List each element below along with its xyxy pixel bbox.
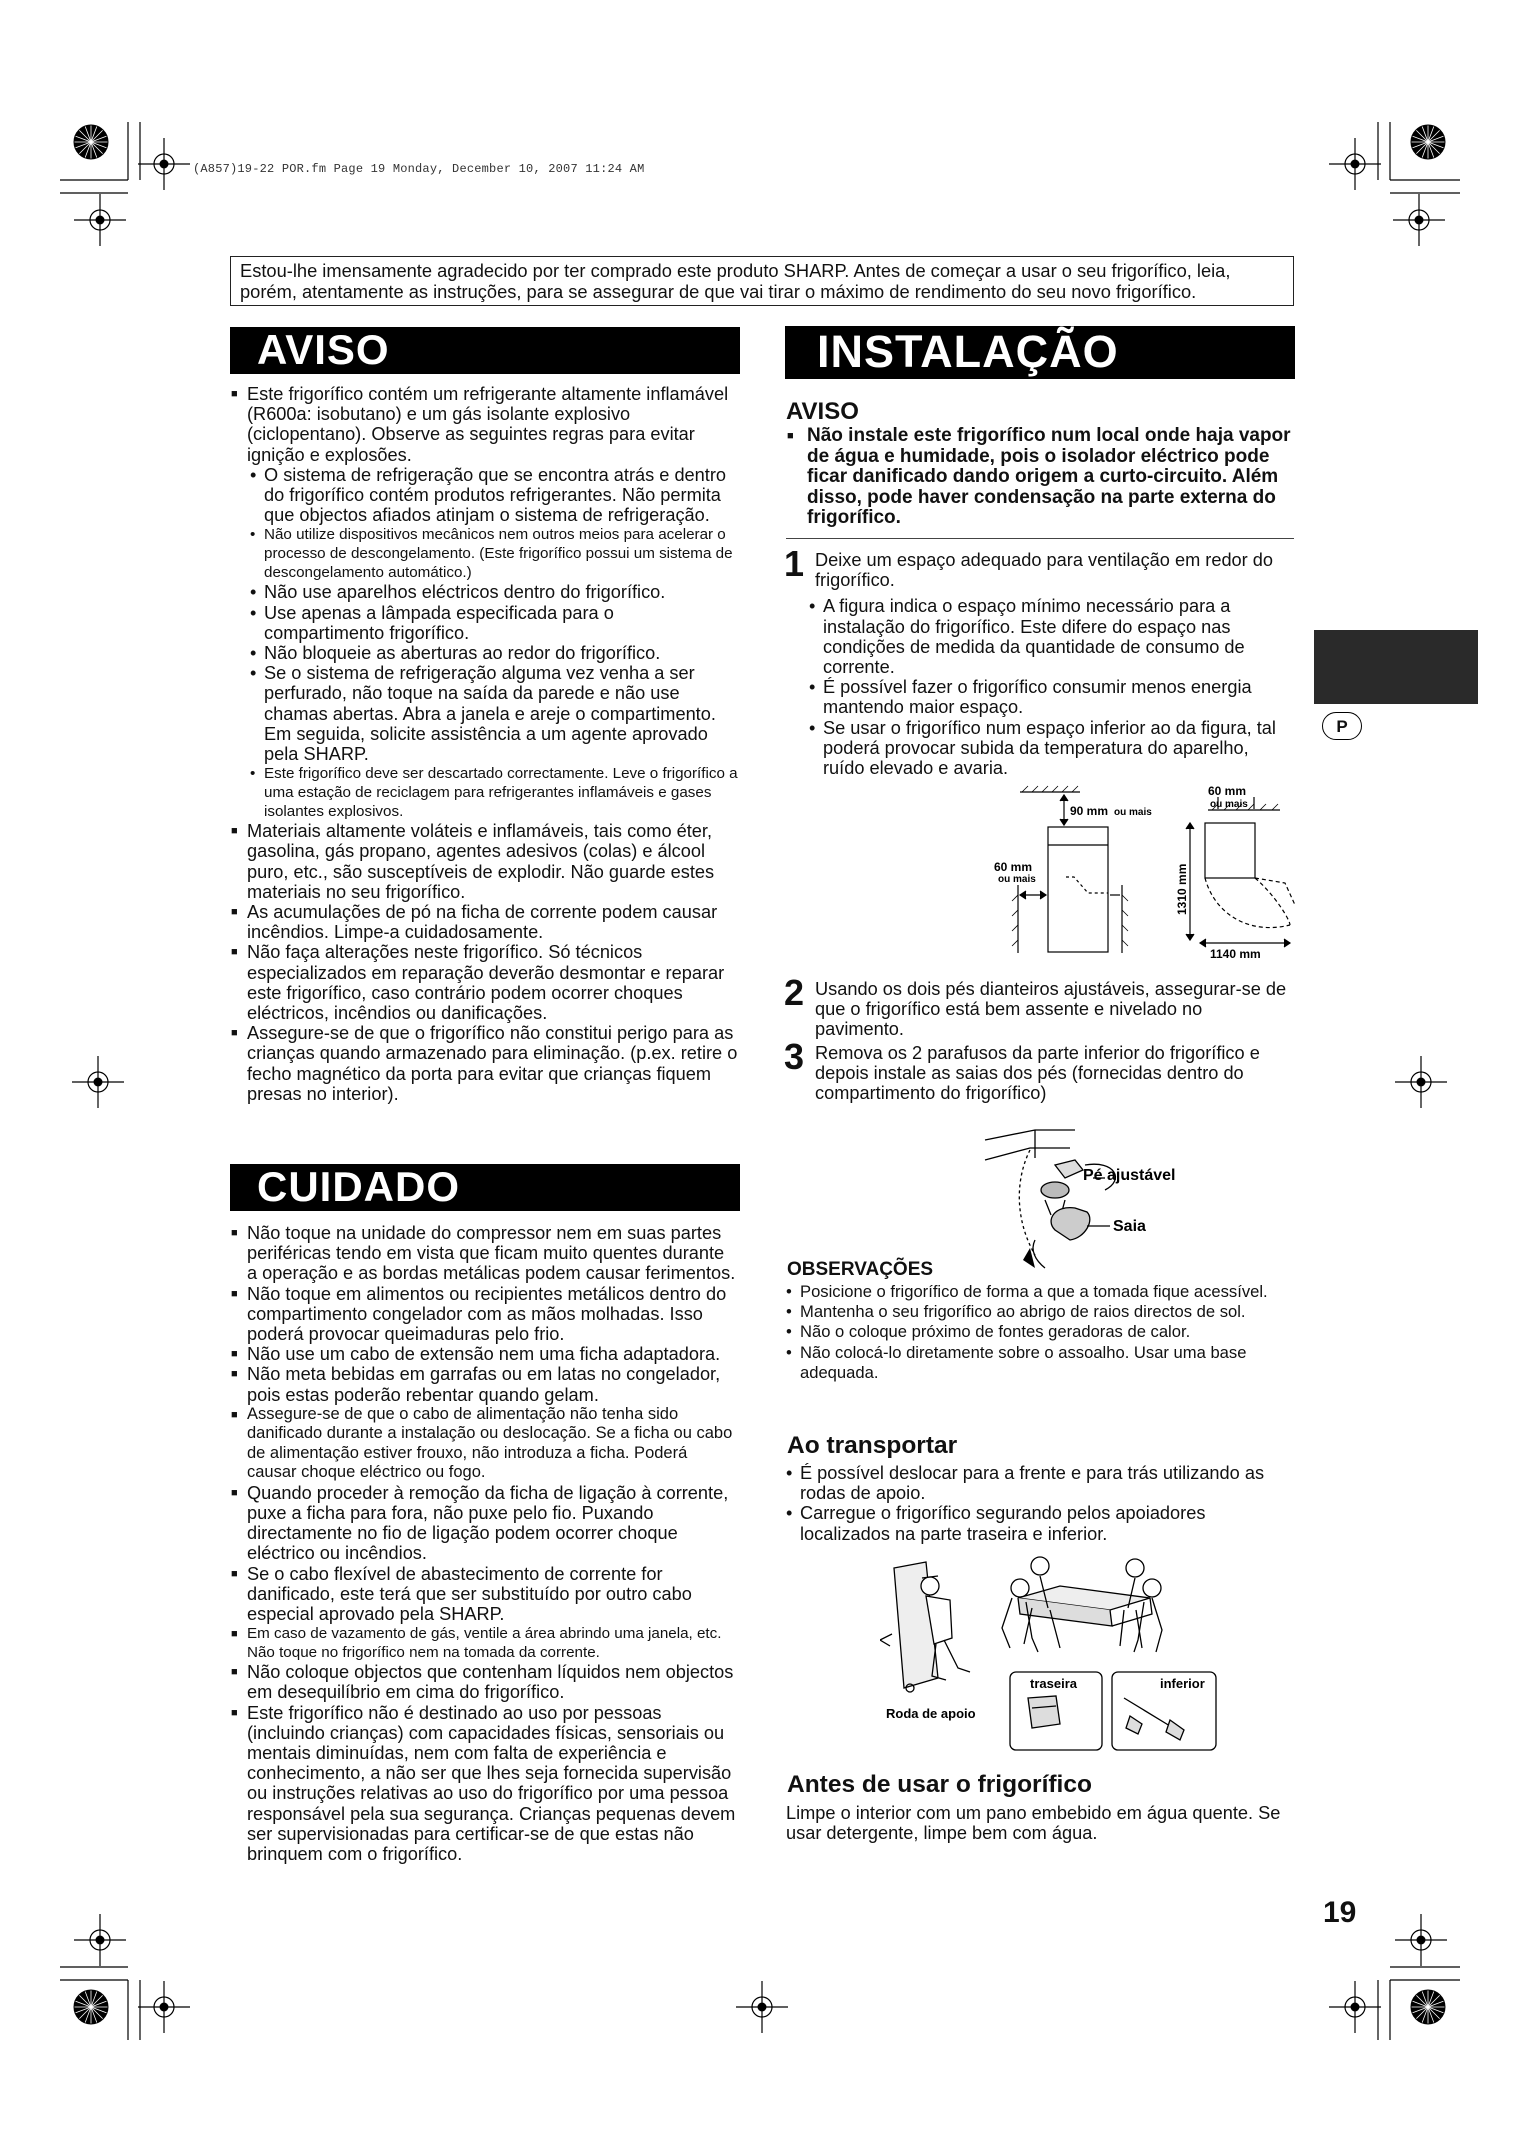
right-clearance-label: 60 mm — [1208, 785, 1247, 798]
list-item: Posicione o frigorífico de forma a que a tomada fique acessível. — [800, 1282, 1268, 1301]
skirt-label: Saia — [1113, 1218, 1146, 1235]
rear-label: traseira — [1030, 1676, 1077, 1691]
list-item: Este frigorífico não é destinado ao uso por pessoas (incluindo crianças) com capacidades físicas, sensoriais ou mentais diminuídas, nem com falta de experiência e conhecimento, a não ser que lhes seja fornecida supervisão ou instruções relativas ao uso do frigorífico por uma pessoa responsável pela sua segurança. Crianças pequenas devem ser supervisionadas para certificar-se de que estas não brinquem com o frigorífico. — [247, 1702, 736, 1865]
bottom-label: inferior — [1160, 1676, 1205, 1691]
list-item: Não toque em alimentos ou recipientes metálicos dentro do compartimento congelador com as mãos molhadas. Isso poderá provocar queimaduras pelo frio. — [247, 1283, 727, 1345]
list-item: Não bloqueie as aberturas ao redor do frigorífico. — [264, 643, 661, 664]
step-text: Usando os dois pés dianteiros ajustáveis, assegurar-se de que o frigorífico está bem assente e nivelado no pavimento. — [815, 979, 1287, 1040]
language-tab — [1314, 630, 1478, 704]
list-item: Materiais altamente voláteis e inflamáveis, tais como éter, gasolina, gás propano, agentes adesivos (colas) e álcool puro, etc., são susceptíveis de explodir. Não guarde estes materiais no seu frigorífico. — [247, 821, 715, 902]
depth-label: 1140 mm — [1210, 947, 1261, 961]
list-item: Não toque na unidade do compressor nem em suas partes periféricas tendo em vista que ficam muito quentes durante a operação e as bordas metálicas podem causar ferimentos. — [247, 1223, 736, 1284]
adjustable-foot-label: Pé ajustável — [1083, 1167, 1176, 1184]
step-number: 1 — [784, 543, 805, 584]
step-text: Deixe um espaço adequado para ventilação em redor do frigorífico. — [815, 550, 1274, 591]
before-use-text: Limpe o interior com um pano embebido em água quente. Se usar detergente, limpe bem com água. — [786, 1803, 1281, 1844]
page-number: 19 — [1323, 1896, 1357, 1929]
list-item: Não colocá-lo diretamente sobre o assoalho. Usar uma base adequada. — [800, 1342, 1247, 1382]
intro-box: Estou-lhe imensamente agradecido por ter comprado este produto SHARP. Antes de começar a usar o seu frigorífico, leia, porém, atentamente as instruções, para se assegurar de que vai tirar o máximo de rendimento do seu novo frigorífico. — [230, 256, 1294, 306]
list-item: A figura indica o espaço mínimo necessário para a instalação do frigorífico. Este difere do espaço nas condições de medida da quantidade de consumo de corrente. — [823, 596, 1245, 678]
step-number: 3 — [784, 1036, 805, 1077]
aviso-title: AVISO — [257, 326, 390, 373]
list-item: Este frigorífico contém um refrigerante altamente inflamável (R600a: isobutano) e um gás isolante explosivo (ciclopentano). Observe as seguintes regras para evitar ignição e explosões. — [247, 384, 729, 465]
list-item: Não use um cabo de extensão nem uma ficha adaptadora. — [247, 1344, 721, 1365]
list-item: Quando proceder à remoção da ficha de ligação à corrente, puxe a ficha para fora, não puxe pelo fio. Puxando directamente no fio de ligação podem ocorrer choque eléctrico ou incêndios. — [247, 1482, 729, 1564]
observations-list: • Posicione o frigorífico de forma a que a tomada fique acessível. • Mantenha o seu frigorífico ao abrigo de raios directos de sol. • Não o coloque próximo de fontes geradoras de calor. • Não colocá-lo diretamente sobre o assoalho. Usar uma base adequada. — [786, 1282, 1296, 1383]
cuidado-title: CUIDADO — [257, 1163, 460, 1210]
list-item: Mantenha o seu frigorífico ao abrigo de raios directos de sol. — [800, 1302, 1246, 1322]
cuidado-banner — [230, 1164, 740, 1211]
aviso-banner — [230, 327, 740, 374]
instalacao-banner — [785, 326, 1295, 379]
side-clearance-label: 60 mm — [994, 860, 1033, 874]
install-aviso: ■ Não instale este frigorífico num local onde haja vapor de água e humidade, pois o isolador eléctrico pode ficar danificado dando origem a curto-circuito. Além disso, pode haver condensação na parte externa do frigorífico. — [786, 426, 1294, 529]
list-item: O sistema de refrigeração que se encontra atrás e dentro do frigorífico contém produtos refrigerantes. Não permita que objectos afiados atinjam o sistema de refrigeração. — [264, 464, 727, 526]
list-item: Não coloque objectos que contenham líquidos nem objectos em desequilíbrio em cima do frigorífico. — [247, 1662, 734, 1703]
step-2 — [784, 972, 1294, 1040]
file-header: (A857)19-22 POR.fm Page 19 Monday, December 10, 2007 11:24 AM — [193, 162, 645, 176]
list-item: Este frigorífico deve ser descartado correctamente. Leve o frigorífico a uma estação de reciclagem para refrigerantes inflamáveis e gases isolantes explosivos. — [264, 765, 738, 821]
list-item: As acumulações de pó na ficha de corrente podem causar incêndios. Limpe-a cuidadosamente. — [247, 902, 718, 943]
list-item: Se usar o frigorífico num espaço inferior ao da figura, tal poderá provocar subida da temperatura do aparelho, ruído elevado e avaria. — [823, 717, 1276, 779]
right-clearance-ou: ou mais — [1210, 799, 1248, 810]
instalacao-title: INSTALAÇÃO — [817, 326, 1119, 377]
top-clearance-ou: ou mais — [1114, 807, 1152, 818]
list-item: Não faça alterações neste frigorífico. Só técnicos especializados em reparação deverão desmontar e reparar este frigorífico, caso contrário podem ocorrer choques eléctricos, incêndios ou danificações. — [247, 942, 725, 1024]
foot-diagram — [975, 1120, 1205, 1270]
divider — [786, 538, 1294, 539]
observations-title: OBSERVAÇÕES — [787, 1259, 934, 1280]
list-item: Não utilize dispositivos mecânicos nem outros meios para acelerar o processo de descongelamento. (Este frigorífico possui um sistema de descongelamento automático.) — [264, 526, 733, 582]
list-item: Assegure-se de que o frigorífico não constitui perigo para as crianças quando armazenado para eliminação. (p.ex. retire o fecho magnético da porta para evitar que crianças fiquem presas no interior). — [247, 1023, 738, 1104]
list-item: Carregue o frigorífico segurando pelos apoiadores localizados na parte traseira e inferior. — [800, 1503, 1206, 1544]
language-badge: P — [1322, 712, 1362, 740]
list-item: Use apenas a lâmpada especificada para o compartimento frigorífico. — [264, 602, 614, 643]
support-wheel-label: Roda de apoio — [886, 1706, 976, 1721]
transport-title: Ao transportar — [787, 1432, 958, 1459]
side-clearance-ou: ou mais — [998, 874, 1036, 885]
list-item: Não meta bebidas em garrafas ou em latas no congelador, pois estas poderão rebentar quando gelam. — [247, 1364, 721, 1405]
list-item: É possível deslocar para a frente e para trás utilizando as rodas de apoio. — [800, 1463, 1265, 1504]
height-label: 1310 mm — [1175, 863, 1189, 915]
step-number: 2 — [784, 972, 805, 1013]
list-item: Não o coloque próximo de fontes geradoras de calor. — [800, 1322, 1191, 1342]
list-item: Em caso de vazamento de gás, ventile a área abrindo uma janela, etc. Não toque no frigorífico nem na tomada da corrente. — [247, 1625, 722, 1662]
list-item: Se o sistema de refrigeração alguma vez venha a ser perfurado, não toque na saída da parede e não use chamas abertas. Abra a janela e areje o compartimento. Em seguida, solicite assistência a um agente aprovado pela SHARP. — [264, 663, 716, 765]
aviso-list: ■ Este frigorífico contém um refrigerante altamente inflamável (R600a: isobutano) e um gás isolante explosivo (ciclopentano). Observe as seguintes regras para evitar ignição e explosões. • O sistema de refrigeração que se encontra atrás e dentro do frigorífico contém produtos refrigerantes. Não permita que objectos afiados atinjam o sistema de refrigeração. • Não utilize dispositivos mecânicos nem outros meios para acelerar o processo de descongelamento. (Este frigorífico possui um sistema de descongelamento automático.) • Não use aparelhos eléctricos dentro do frigorífico. • Use apenas a lâmpada especificada para o compartimento frigorífico. • Não bloqueie as aberturas ao redor do frigorífico. • Se o sistema de refrigeração alguma vez venha a ser perfurado, não toque na saída da parede e não use chamas abertas. Abra a janela e areje o compartimento. Em seguida, solicite assistência a um agente aprovado pela SHARP. • Este frigorífico deve ser descartado correctamente. Leve o frigorífico a uma estação de reciclagem para refrigerantes inflamáveis e gases isolantes explosivos. ■ Materiais altamente voláteis e inflamáveis, tais como éter, gasolina, gás propano, agentes adesivos (colas) e álcool puro, etc., são susceptíveis de explodir. Não guarde estes materiais no seu frigorífico. ■ As acumulações de pó na ficha de corrente podem causar incêndios. Limpe-a cuidadosamente. ■ Não faça alterações neste frigorífico. Só técnicos especializados em reparação deverão desmontar e reparar este frigorífico, caso contrário podem ocorrer choques eléctricos, incêndios ou danificações. ■ Assegure-se de que o frigorífico não constitui perigo para as crianças quando armazenado para eliminação. (p.ex. retire o fecho magnético da porta para evitar que crianças fiquem presas no interior). — [231, 384, 738, 1104]
step-3 — [784, 1036, 1294, 1104]
install-aviso-text: Não instale este frigorífico num local onde haja vapor de água e humidade, pois o isolador eléctrico pode ficar danificado dando origem a curto-circuito. Além disso, pode haver condensação na parte externa do frigorífico. — [807, 425, 1291, 528]
cuidado-list: ■ Não toque na unidade do compressor nem em suas partes periféricas tendo em vista que ficam muito quentes durante a operação e as bordas metálicas podem causar ferimentos. ■ Não toque em alimentos ou recipientes metálicos dentro do compartimento congelador com as mãos molhadas. Isso poderá provocar queimaduras pelo frio. ■ Não use um cabo de extensão nem uma ficha adaptadora. ■ Não meta bebidas em garrafas ou em latas no congelador, pois estas poderão rebentar quando gelam. ■ Assegure-se de que o cabo de alimentação não tenha sido danificado durante a instalação ou deslocação. Se a ficha ou cabo de alimentação estiver frouxo, não introduza a ficha. Poderá causar choque eléctrico ou fogo. ■ Quando proceder à remoção da ficha de ligação à corrente, puxe a ficha para fora, não puxe pelo fio. Puxando directamente no fio de ligação podem ocorrer choque eléctrico ou incêndios. ■ Se o cabo flexível de abastecimento de corrente for danificado, este terá que ser substituído por outro cabo especial aprovado pela SHARP. ■ Em caso de vazamento de gás, ventile a área abrindo uma janela, etc. Não toque no frigorífico nem na tomada da corrente. ■ Não coloque objectos que contenham líquidos nem objectos em desequilíbrio em cima do frigorífico. ■ Este frigorífico não é destinado ao uso por pessoas (incluindo crianças) com capacidades físicas, sensoriais ou mentais diminuídas, nem com falta de experiência e conhecimento, a não ser que lhes seja fornecida supervisão ou instruções relativas ao uso do frigorífico por uma pessoa responsável pela sua segurança. Crianças pequenas devem ser supervisionadas para certificar-se de que estas não brinquem com o frigorífico. — [230, 1223, 738, 1864]
list-item: Assegure-se de que o cabo de alimentação não tenha sido danificado durante a instalação ou deslocação. Se a ficha ou cabo de alimentação estiver frouxo, não introduza a ficha. Poderá causar choque eléctrico ou fogo. — [247, 1404, 733, 1482]
transport-illustration — [880, 1548, 1220, 1753]
before-use-title: Antes de usar o frigorífico — [787, 1771, 1092, 1798]
step-1: 1 Deixe um espaço adequado para ventilação em redor do frigorífico. • A figura indica o espaço mínimo necessário para a instalação do frigorífico. Este difere do espaço nas condições de medida da quantidade de consumo de corrente. • É possível fazer o frigorífico consumir menos energia mantendo maior espaço. • Se usar o frigorífico num espaço inferior ao da figura, tal poderá provocar subida da temperatura do aparelho, ruído elevado e avaria. — [784, 547, 1294, 778]
clearance-diagram — [990, 785, 1300, 965]
list-item: Não use aparelhos eléctricos dentro do frigorífico. — [264, 582, 666, 603]
list-item: É possível fazer o frigorífico consumir menos energia mantendo maior espaço. — [823, 677, 1252, 718]
transport-list: • É possível deslocar para a frente e para trás utilizando as rodas de apoio. • Carregue o frigorífico segurando pelos apoiadores localizados na parte traseira e inferior. — [786, 1463, 1296, 1544]
top-clearance-label: 90 mm — [1070, 804, 1109, 818]
list-item: Se o cabo flexível de abastecimento de corrente for danificado, este terá que ser substituído por outro cabo especial aprovado pela SHARP. — [247, 1563, 692, 1625]
install-aviso-heading: AVISO — [786, 398, 859, 425]
step-text: Remova os 2 parafusos da parte inferior do frigorífico e depois instale as saias dos pés (fornecidas dentro do compartimento do frigorífico) — [815, 1043, 1260, 1104]
